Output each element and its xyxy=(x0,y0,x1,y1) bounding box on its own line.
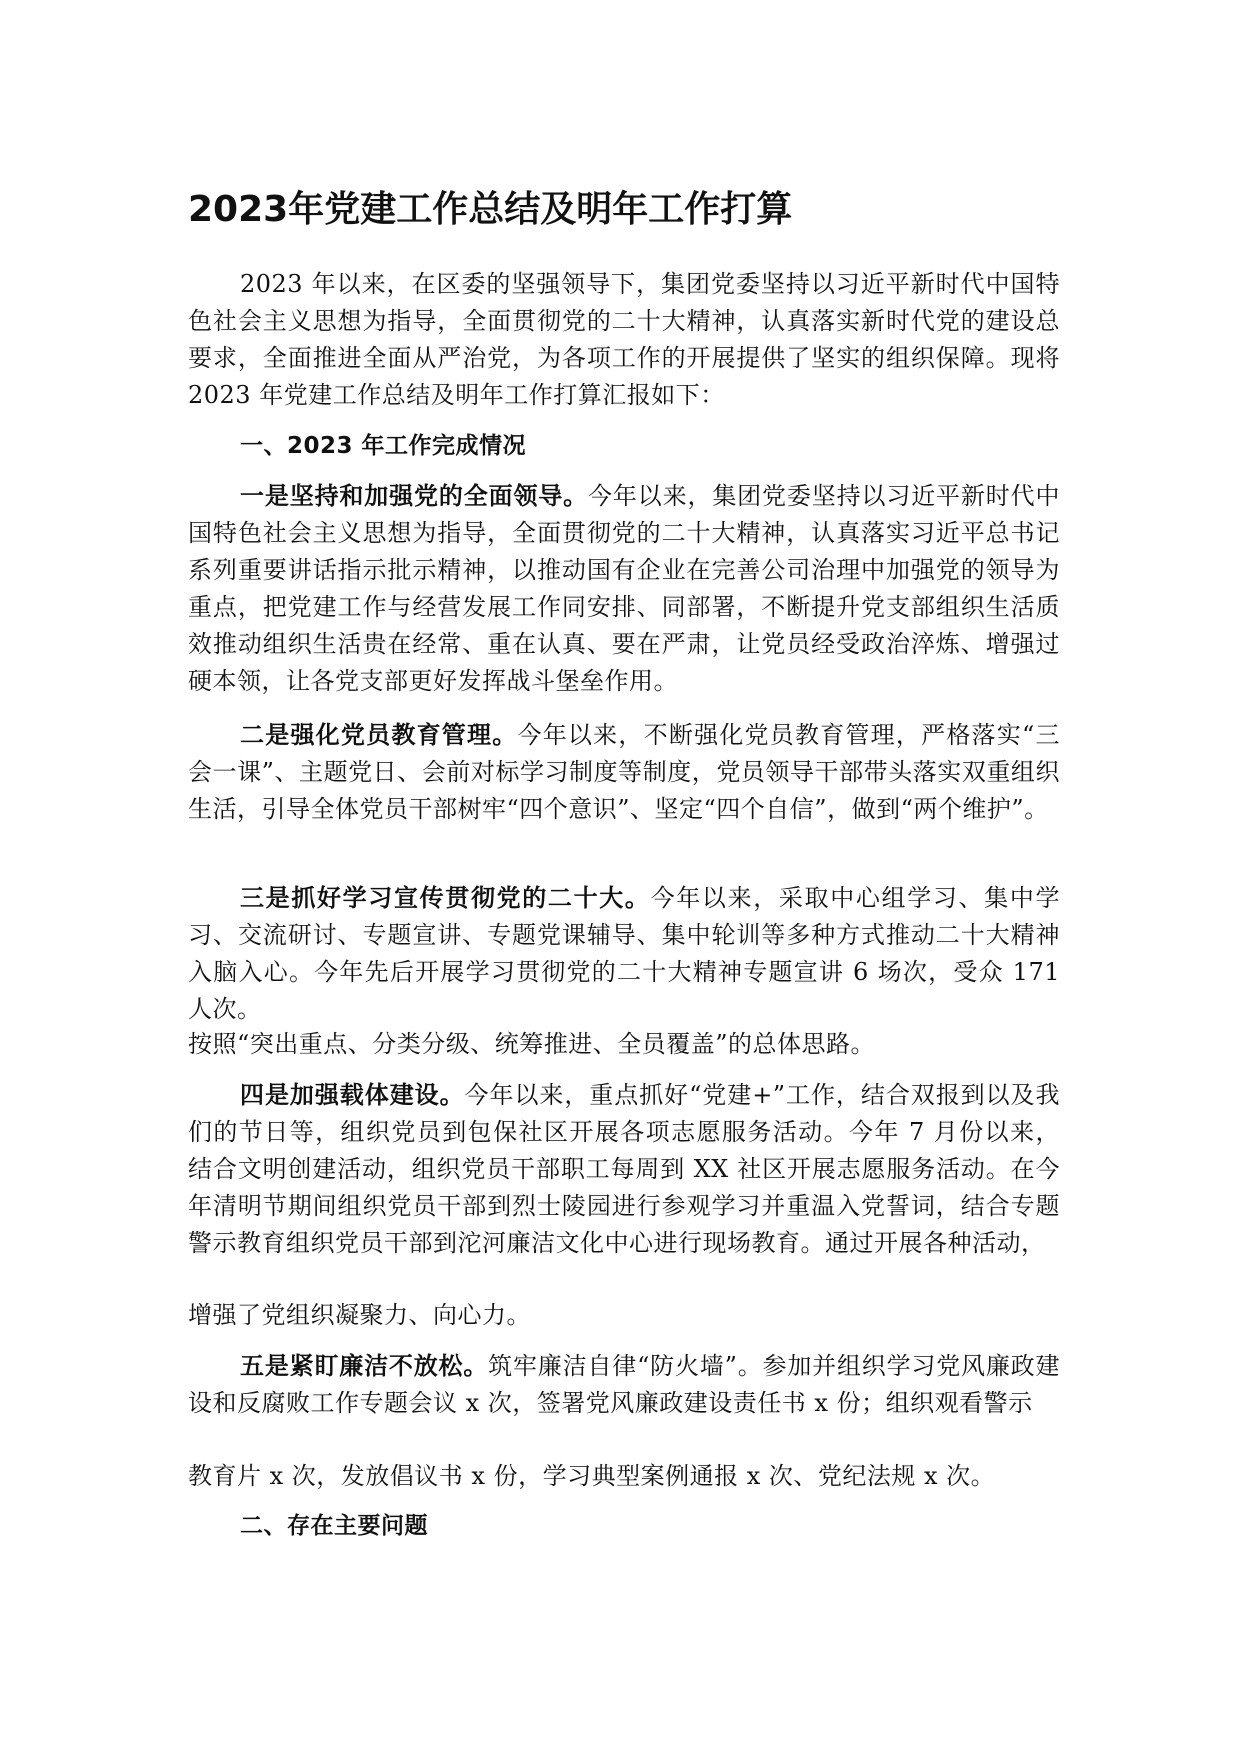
item-lead: 二是强化党员教育管理。 xyxy=(240,721,518,749)
paragraph-item-5 xyxy=(188,1348,1060,1422)
item-lead: 一是坚持和加强党的全面领导。 xyxy=(240,482,589,510)
paragraph-item-4-continued: 增强了党组织凝聚力、向心力。 xyxy=(188,1301,531,1329)
item-text: 筑牢廉洁自律“防火墙”。参加并组织学习党风廉政建设和反腐败工作专题会议 x 次，签署党风廉政建设责任书 x 份；组织观看警示 xyxy=(188,1352,1060,1417)
paragraph-item-3 xyxy=(188,880,1060,1028)
paragraph-item-1 xyxy=(188,478,1060,700)
paragraph-item-4 xyxy=(188,1077,1060,1262)
item-text: 今年以来，采取中心组学习、集中学习、交流研讨、专题宣讲、专题党课辅导、集中轮训等多种方式推动二十大精神入脑入心。今年先后开展学习贯彻党的二十大精神专题宣讲 6 场次，受众 171 人次。 xyxy=(188,884,1061,1023)
paragraph-item-5-continued: 教育片 x 次，发放倡议书 x 份，学习典型案例通报 x 次、党纪法规 x 次。 xyxy=(188,1462,996,1490)
item-text: 今年以来，集团党委坚持以习近平新时代中国特色社会主义思想为指导，全面贯彻党的二十大精神，认真落实习近平总书记系列重要讲话指示批示精神，以推动国有企业在完善公司治理中加强党的领导为重点，把党建工作与经营发展工作同安排、同部署，不断提升党支部组织生活质效推动组织生活贵在经常、重在认真、要在严肃，让党员经受政治淬炼、增强过硬本领，让各党支部更好发挥战斗堡垒作用。 xyxy=(188,482,1060,695)
paragraph-item-2 xyxy=(188,717,1060,828)
item-lead: 三是抓好学习宣传贯彻党的二十大。 xyxy=(240,884,651,912)
item-lead: 五是紧盯廉洁不放松。 xyxy=(240,1352,489,1380)
item-text: 今年以来，重点抓好“党建+”工作，结合双报到以及我们的节日等，组织党员到包保社区开展各项志愿服务活动。今年 7 月份以来， 结合文明创建活动，组织党员干部职工每周到 XX 社区开展志愿服务活动。在今 年清明节期间组织党员干部到烈士陵园进行参观学习并重温入党誓词，结合专题 警示教育组织党员干部到沱河廉洁文化中心进行现场教育。通过开展各种活动， xyxy=(188,1081,1061,1257)
section-heading-1: 一、2023 年工作完成情况 xyxy=(240,433,527,459)
document-title: 2023年党建工作总结及明年工作打算 xyxy=(188,189,793,230)
item-lead: 四是加强载体建设。 xyxy=(240,1081,465,1109)
section-heading-2: 二、存在主要问题 xyxy=(240,1513,428,1539)
paragraph-item-3-continued: 按照“突出重点、分类分级、统筹推进、全员覆盖”的总体思路。 xyxy=(188,1030,876,1058)
item-text: 今年以来，不断强化党员教育管理，严格落实“三会一课”、主题党日、会前对标学习制度等制度，党员领导干部带头落实双重组织生活，引导全体党员干部树牢“四个意识”、坚定“四个自信”，做到“两个维护”。 xyxy=(188,721,1060,823)
intro-paragraph: 2023 年以来，在区委的坚强领导下，集团党委坚持以习近平新时代中国特色社会主义思想为指导，全面贯彻党的二十大精神，认真落实新时代党的建设总要求，全面推进全面从严治党，为各项工作的开展提供了坚实的组织保障。现将 2023 年党建工作总结及明年工作打算汇报如下： xyxy=(188,270,1060,409)
